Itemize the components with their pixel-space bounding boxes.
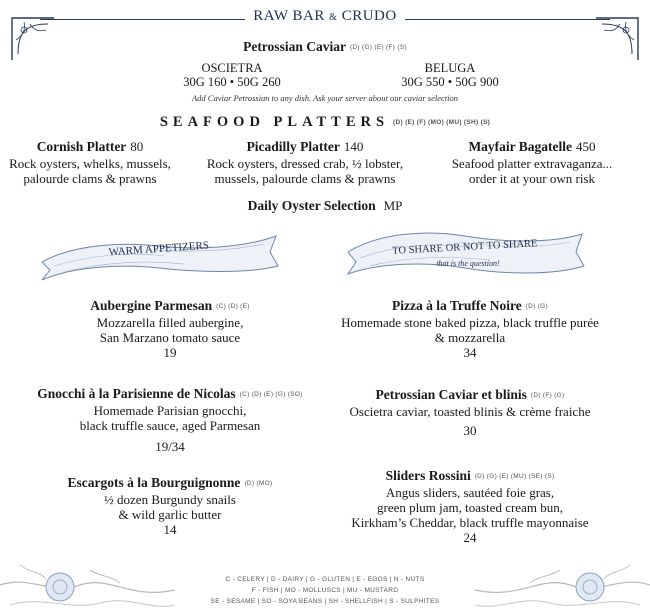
seafood-heading: SEAFOOD PLATTERS (D) (E) (F) (MO) (MU) (SH) (S) [159, 114, 491, 130]
platter-cornish: Cornish Platter 80 Rock oysters, whelks, mussels, palourde clams & prawns [9, 139, 171, 186]
banner-to-share-sub: that is the question! [436, 259, 500, 268]
floral-ornament-bottom-left [0, 545, 180, 615]
oyster-selection: Daily Oyster Selection MP [247, 198, 403, 213]
caviar-option-oscietra: OSCIETRA 30G 160 • 50G 260 [183, 61, 281, 89]
platter-mayfair: Mayfair Bagatelle 450 Seafood platter extravaganza... order it at your own risk [451, 139, 613, 186]
banner-warm-appetizers [34, 222, 284, 282]
section-title: RAW BAR & CRUDO [253, 8, 397, 24]
dish-sliders-rossini: Sliders Rossini (D) (G) (E) (MU) (SE) (S) Angus sliders, sautéed foie gras, green plum jam, toasted cream bun, Kirkham’s Cheddar, black truffle mayonnaise 24 [351, 468, 589, 545]
caviar-allergens: (D) (G) (E) (F) (S) [349, 43, 407, 51]
dish-escargots: Escargots à la Bourguignonne (D) (MO) ½ dozen Burgundy snails & wild garlic butter 14 [67, 475, 273, 537]
banner-to-share-label: TO SHARE OR NOT TO SHARE [391, 238, 538, 257]
dish-pizza-truffe: Pizza à la Truffe Noire (D) (G) Homemade stone baked pizza, black truffle purée & mozzarella 34 [341, 298, 599, 360]
caviar-note: Add Caviar Petrossian to any dish. Ask your server about our caviar selection [191, 93, 459, 103]
platter-picadilly: Picadilly Platter 140 Rock oysters, dressed crab, ½ lobster, mussels, palourde clams & prawns [206, 139, 404, 186]
caviar-option-beluga: BELUGA 30G 550 • 50G 900 [401, 61, 499, 89]
banner-warm-appetizers-label: WARM APPETIZERS [108, 239, 210, 259]
caviar-title: Petrossian Caviar [243, 39, 346, 54]
dish-gnocchi: Gnocchi à la Parisienne de Nicolas (C) (D) (E) (G) (SO) Homemade Parisian gnocchi, black truffle sauce, aged Parmesan 19/34 [37, 386, 303, 454]
dish-caviar-blinis: Petrossian Caviar et blinis (D) (F) (G) Oscietra caviar, toasted blinis & crème fraiche 30 [349, 387, 591, 438]
floral-ornament-bottom-right [470, 545, 650, 615]
header-rule-left [40, 19, 245, 20]
dish-aubergine-parmesan: Aubergine Parmesan (C) (D) (E) Mozzarella filled aubergine, San Marzano tomato sauce 19 [90, 298, 250, 360]
seafood-allergens: (D) (E) (F) (MO) (MU) (SH) (S) [393, 119, 491, 127]
header-rule-right [405, 19, 610, 20]
allergen-legend: C - CELERY | D - DAIRY | G - GLUTEN | E - EGGS | N - NUTS F - FISH | MO - MOLLUSCS | MU - MUSTARD SE - SESAME | SO - SOYA BEANS | SH - SHELLFISH | S - SULPHITES [210, 576, 440, 605]
banner-to-share [340, 222, 590, 282]
caviar-heading [0, 38, 650, 56]
